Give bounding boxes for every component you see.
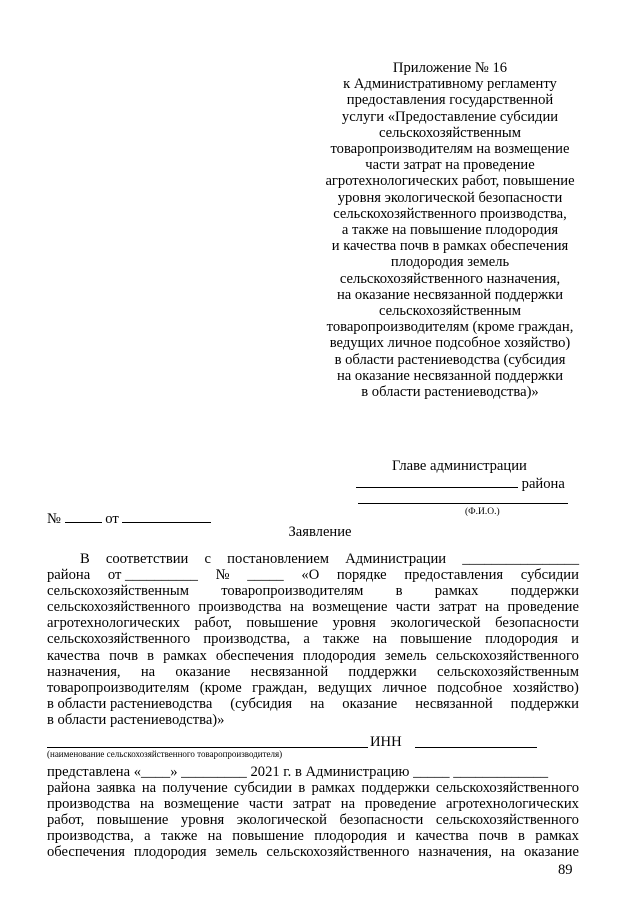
- word: проведение: [507, 599, 579, 616]
- annex-line: плодородия земель: [390, 254, 510, 271]
- word: рамках: [434, 583, 479, 600]
- word: повышение: [96, 812, 169, 829]
- word: поддержки: [510, 695, 579, 712]
- word: повышение: [400, 631, 472, 648]
- word: почв: [109, 647, 139, 664]
- inn-blank: [415, 747, 537, 748]
- word: сельскохозяйственного: [47, 599, 191, 616]
- word: экологической: [390, 615, 481, 632]
- inn-line: [47, 734, 579, 750]
- annex-line: уровня экологической безопасности: [337, 189, 563, 206]
- annex-line: сельскохозяйственного производства,: [333, 205, 567, 222]
- annex-line: части затрат на проведение: [365, 157, 535, 174]
- word: части: [248, 796, 284, 813]
- word: граждан,: [252, 679, 308, 696]
- word: постановлением: [227, 551, 330, 567]
- word: субсидии: [233, 780, 293, 797]
- paragraph-2: [47, 764, 579, 861]
- word: производства: [198, 599, 282, 616]
- document-title: Заявление: [288, 524, 352, 540]
- word: района: [47, 780, 91, 797]
- word: части: [395, 599, 431, 616]
- text-line: [47, 812, 579, 828]
- word: назначения,: [418, 844, 492, 861]
- word: сельскохозяйственного: [435, 780, 579, 797]
- word: повышение: [246, 615, 318, 632]
- annex-line: предоставления государственной: [346, 92, 554, 109]
- word: затрат: [292, 796, 332, 813]
- word: возмещение: [163, 796, 239, 813]
- text-line: [47, 599, 579, 615]
- word: _____: [247, 567, 284, 584]
- word: личное: [382, 679, 427, 696]
- word: качества: [47, 647, 100, 664]
- word: производства: [47, 796, 131, 813]
- word: района: [47, 567, 91, 584]
- word: на: [484, 599, 500, 616]
- text-line: [47, 551, 579, 567]
- word: обеспечения: [47, 844, 125, 861]
- word: рамках: [163, 647, 207, 664]
- word: оказание: [342, 695, 398, 712]
- word: поддержки: [510, 583, 579, 600]
- word: Администрации: [345, 551, 447, 567]
- text-line: [47, 583, 579, 599]
- text-line: [47, 664, 579, 680]
- word: агротехнологических: [47, 615, 180, 632]
- word: на: [500, 844, 516, 861]
- word: безопасности: [495, 615, 579, 632]
- district-name-blank: [356, 475, 518, 488]
- annex-line: к Административному регламенту: [343, 76, 557, 93]
- annex-line: а также на повышение плодородия: [341, 222, 559, 239]
- word: в: [147, 647, 155, 664]
- word: производства,: [47, 828, 134, 845]
- word: в: [518, 828, 525, 845]
- word: затрат: [438, 599, 477, 616]
- annex-line: товаропроизводителям на возмещение: [330, 141, 570, 158]
- producer-name-blank: [47, 747, 368, 748]
- word: оказание: [523, 844, 579, 861]
- word: ведущих: [317, 679, 373, 696]
- word: плодородия: [314, 828, 388, 845]
- word: субсидии: [520, 567, 579, 584]
- addressee-title: Главе администрации: [392, 458, 527, 474]
- word: производства,: [203, 631, 291, 648]
- word: от __________: [107, 567, 198, 584]
- addressee-district-line: [356, 475, 565, 493]
- word: несвязанной: [415, 695, 493, 712]
- number-sign: №: [47, 511, 61, 527]
- annex-line: на оказание несвязанной поддержки: [336, 286, 564, 303]
- word: подсобное: [437, 679, 503, 696]
- word: земель: [384, 647, 427, 664]
- producer-name-label: (наименование сельскохозяйственного товаропроизводителя): [47, 749, 283, 759]
- word: сельскохозяйственного: [435, 812, 579, 829]
- word: рамках: [535, 828, 579, 845]
- word: «О: [301, 567, 320, 584]
- word: в: [395, 583, 403, 600]
- word: заявка: [96, 780, 136, 797]
- word: рамках: [311, 780, 356, 797]
- word: товаропроизводителям: [47, 679, 190, 696]
- word: плодородия: [302, 647, 376, 664]
- annex-line: товаропроизводителям (кроме граждан,: [326, 319, 574, 336]
- page-number: 89: [558, 862, 573, 878]
- word: также: [160, 828, 198, 845]
- from-word: от: [105, 511, 119, 527]
- word: уровня: [332, 615, 376, 632]
- word: качества: [415, 828, 469, 845]
- district-word: района: [521, 476, 565, 492]
- text-line: [47, 631, 579, 647]
- word: на: [340, 796, 356, 813]
- word: получение: [162, 780, 228, 797]
- text-line: [47, 696, 579, 712]
- word: на: [372, 631, 388, 648]
- fio-label: (Ф.И.О.): [465, 507, 500, 517]
- word: №: [215, 567, 230, 584]
- word: на: [310, 695, 325, 712]
- word: (субсидия: [230, 695, 293, 712]
- word: на: [139, 796, 155, 813]
- word: с: [204, 551, 211, 567]
- word: сельскохозяйственным: [47, 583, 189, 600]
- word: (кроме: [199, 679, 242, 696]
- annex-line: Приложение № 16: [392, 60, 508, 76]
- word: порядке: [336, 567, 387, 584]
- annex-line: и качества почв в рамках обеспечения: [331, 238, 569, 255]
- word: работ,: [194, 615, 232, 632]
- text-line: [47, 844, 579, 860]
- word: земель: [215, 844, 258, 861]
- word: ________________: [462, 551, 579, 567]
- word: безопасности: [339, 812, 424, 829]
- annex-line: сельскохозяйственным: [379, 303, 521, 320]
- word: проведение: [364, 796, 437, 813]
- text-line: [47, 648, 579, 664]
- annex-line: на оказание несвязанной поддержки: [336, 367, 564, 384]
- word: агротехнологических: [445, 796, 579, 813]
- word: на: [140, 663, 156, 680]
- word: сельскохозяйственного: [435, 647, 579, 664]
- word: а: [303, 631, 310, 648]
- annex-header: [300, 60, 600, 400]
- word: в области растениеводства: [47, 695, 213, 712]
- text-line: [47, 680, 579, 696]
- number-blank: [65, 510, 102, 523]
- word: поддержки: [348, 663, 417, 680]
- word: работ,: [47, 812, 85, 829]
- word: возмещение: [312, 599, 388, 616]
- word: на: [141, 780, 157, 797]
- word: и: [397, 828, 406, 845]
- text-line: [47, 796, 579, 812]
- annex-line: ведущих личное подсобное хозяйство): [329, 335, 571, 352]
- word: на: [207, 828, 222, 845]
- word: сельскохозяйственным: [436, 663, 579, 680]
- date-blank: [122, 510, 211, 523]
- annex-line: агротехнологических работ, повышение: [325, 173, 575, 190]
- word: также: [323, 631, 360, 648]
- annex-line: в области растениеводства)»: [361, 384, 539, 401]
- word: соответствии: [105, 551, 189, 567]
- word: и: [571, 631, 579, 648]
- inn-label: ИНН: [370, 734, 402, 750]
- word: назначения,: [47, 663, 121, 680]
- word: плодородия: [133, 844, 207, 861]
- text-line: в области растениеводства)»: [47, 711, 225, 728]
- word: а: [144, 828, 151, 845]
- annex-line: сельскохозяйственного назначения,: [339, 270, 561, 287]
- text-line: [47, 567, 579, 583]
- text-line: [47, 615, 579, 631]
- word: сельскохозяйственного: [266, 844, 410, 861]
- word: уровня: [180, 812, 225, 829]
- text-line: [47, 780, 579, 796]
- word: почв: [478, 828, 508, 845]
- word: сельскохозяйственного: [47, 631, 191, 648]
- annex-line: в области растениеводства (субсидия: [334, 351, 566, 368]
- word: повышение: [232, 828, 304, 845]
- annex-line: сельскохозяйственным: [379, 124, 521, 141]
- word: хозяйство): [512, 679, 579, 696]
- annex-line: услуги «Предоставление субсидии: [341, 108, 559, 125]
- word: оказание: [175, 663, 231, 680]
- word: предоставления: [404, 567, 504, 584]
- word: несвязанной: [250, 663, 329, 680]
- word: экологической: [236, 812, 327, 829]
- word: товаропроизводителям: [221, 583, 364, 600]
- word: в: [298, 780, 306, 797]
- word: на: [289, 599, 305, 616]
- word: В: [80, 551, 90, 567]
- text-line: представлена «____» _________ 2021 г. в Администрацию _____ _____________: [47, 764, 549, 780]
- addressee-fio-blank: [358, 503, 568, 504]
- word: плодородия: [485, 631, 558, 648]
- word: обеспечения: [215, 647, 294, 664]
- text-line: [47, 828, 579, 844]
- paragraph-1: [47, 551, 579, 728]
- word: поддержки: [361, 780, 430, 797]
